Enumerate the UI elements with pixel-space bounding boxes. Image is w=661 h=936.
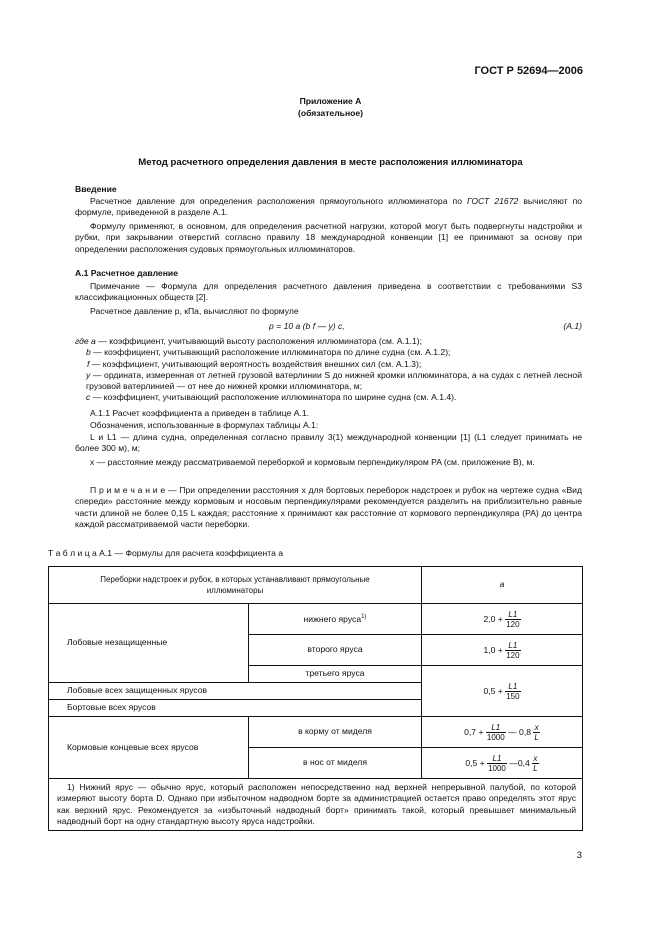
row-stern: Кормовые концевые всех ярусов: [49, 717, 249, 779]
row-lob-unprotected: Лобовые незащищенные: [49, 604, 249, 683]
clause-a111: А.1.1 Расчет коэффициента a приведен в таблице А.1.: [90, 408, 309, 418]
row-third-tier: третьего яруса: [249, 666, 422, 683]
pressure-intro: Расчетное давление p, кПа, вычисляют по формуле: [90, 306, 299, 316]
definition-l: L и L1 — длина судна, определенная согласно правилу 3(1) международной конвенции [1] (L1 следует принимать не более 300 м), м;: [75, 432, 582, 454]
definition-f: f — коэффициент, учитывающий вероятность воздействия внешних сил (см. А.1.3);: [87, 358, 422, 369]
definition-c: c — коэффициент, учитывающий расположение иллюминатора по ширине судна (см. А.1.4).: [86, 392, 457, 403]
intro-heading: Введение: [75, 184, 117, 194]
formula-aft-midship: 0,7 + $\frac{L1}{1000}$ — 0,8 $\frac{x}{L}$: [422, 717, 583, 748]
table-footnote: 1) Нижний ярус — обычно ярус, который расположен непосредственно над верхней непрерывной палубой, по которой измеряют высоту борта D. Однако при избыточном надводном борте за администрацией остается право определять этот ярус как верхний ярус. Рекомендуется за «избыточный надводный борт» принимать такой, который превышает минимальный надводный борт на одну стандартную высоту яруса надстройки.: [49, 779, 583, 831]
row-second-tier: второго яруса: [249, 635, 422, 666]
symbol-definitions: [75, 336, 582, 404]
formula-fwd-midship: 0,5 + $\frac{L1}{1000}$ —0,4 $\frac{x}{L}$: [422, 748, 583, 779]
formula-number: (А.1): [563, 321, 582, 331]
page-number: 3: [576, 850, 582, 861]
notation-intro: Обозначения, использованные в формулах таблицы А.1:: [90, 420, 319, 430]
document-id: ГОСТ Р 52694—2006: [474, 65, 583, 77]
appendix-title: Приложение А: [299, 96, 362, 106]
appendix-status: (обязательное): [297, 108, 364, 118]
table-header-bulkheads: Переборки надстроек и рубок, в которых устанавливают прямоугольные иллюминаторы: [49, 567, 422, 604]
definition-a: где a — коэффициент, учитывающий высоту расположения иллюминатора (см. А.1.1);: [75, 336, 423, 346]
formula-protected-side: 0,5 + $\frac{L1}{150}$: [422, 666, 583, 717]
section-a1-heading: А.1 Расчетное давление: [75, 268, 178, 278]
definition-b: b — коэффициент, учитывающий расположение иллюминатора по длине судна (см. А.1.2);: [86, 347, 451, 358]
intro-paragraph-1: Расчетное давление для определения расположения прямоугольного иллюминатора по ГОСТ 21672 вычисляют по формуле, приведенной в разделе А.1.: [75, 196, 583, 218]
row-lower-tier: нижнего яруса$^{1)}$: [249, 604, 422, 635]
table-caption: Т а б л и ц а А.1 — Формулы для расчета коэффициента a: [48, 548, 284, 558]
table-header-a: a: [422, 567, 583, 604]
definition-x: x — расстояние между рассматриваемой переборкой и кормовым перпендикуляром PA (см. приложение В), м.: [90, 457, 535, 467]
formula-table: [48, 566, 583, 831]
formula-second-tier: 1,0 + $\frac{L1}{120}$: [422, 635, 583, 666]
table-note: П р и м е ч а н и е — При определении расстояния x для бортовых переборок надстроек и рубок на чертеже судна «Вид спереди» расстояние между кормовым и носовым перпендикулярами рекомендуется разделить на приблизительно равные части длиной не более 0,15 L каждая; расстояние x принимают как расстояние от кормового перпендикуляра (PA) до центра каждой рассматриваемой части переборки.: [75, 485, 582, 529]
formula-lower-tier: 2,0 + $\frac{L1}{120}$: [422, 604, 583, 635]
appendix-heading: Метод расчетного определения давления в месте расположения иллюминатора: [138, 157, 523, 168]
row-aft-midship: в корму от миделя: [249, 717, 422, 748]
section-a1-note: Примечание — Формула для определения расчетного давления приведена в соответствии с требованиями S3 классификационных обществ [2].: [75, 281, 582, 303]
intro-paragraph-2: Формулу применяют, в основном, для определения расчетной нагрузки, которой могут быть подвергнуты надстройки и рубки, при закрывании отверстий согласно правилу 18 международной конвенции [1] ее принимают за основу при определении расположения судовых прямоугольных иллюминаторов.: [75, 221, 582, 254]
row-lob-protected: Лобовые всех защищенных ярусов: [49, 683, 422, 700]
row-fwd-midship: в нос от миделя: [249, 748, 422, 779]
definition-y: y — ордината, измеренная от летней грузовой ватерлинии S до нижней кромки иллюминатора, а на судах с летней лесной грузовой ватерлинией — от нее до нижней кромки иллюминатора, м;: [86, 369, 582, 392]
row-side-all: Бортовые всех ярусов: [49, 700, 422, 717]
formula-text: p = 10 a (b f — y) c,: [269, 321, 345, 331]
